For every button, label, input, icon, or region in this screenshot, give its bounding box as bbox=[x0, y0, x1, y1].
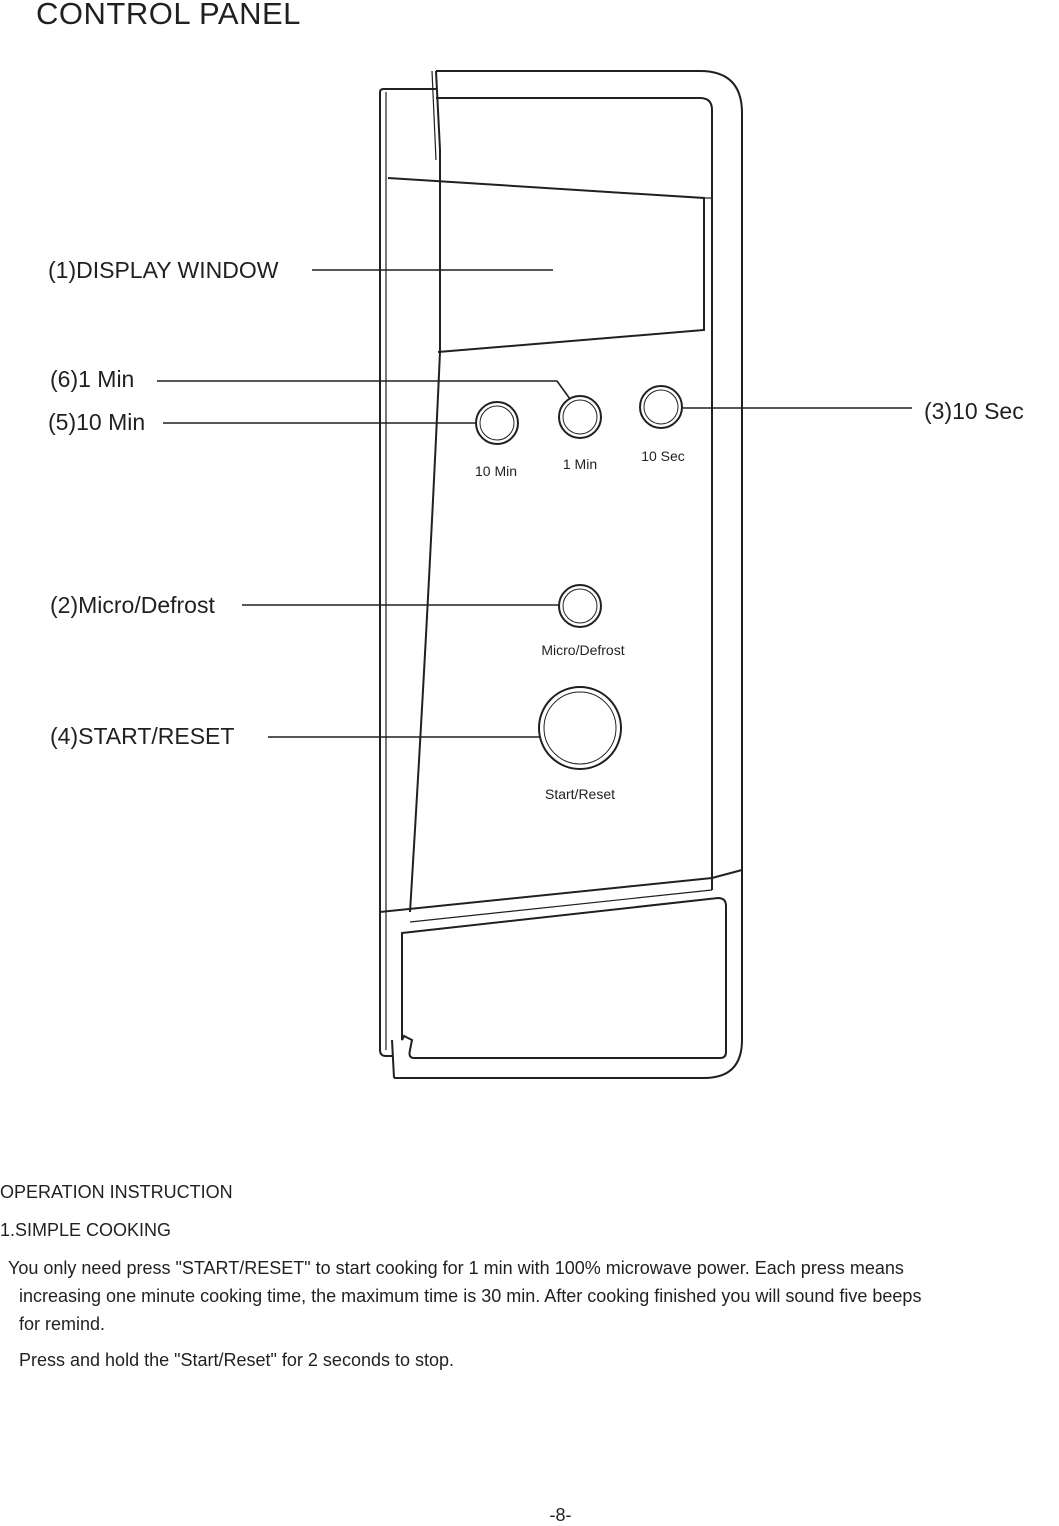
button-start-reset[interactable] bbox=[539, 687, 621, 769]
instructions-section-title: 1.SIMPLE COOKING bbox=[0, 1220, 172, 1240]
button-label-10-min: 10 Min bbox=[474, 463, 518, 479]
leader-lines bbox=[157, 270, 912, 737]
button-label-start-reset: Start/Reset bbox=[544, 786, 616, 802]
callout-micro-defrost: (2)Micro/Defrost bbox=[50, 592, 215, 618]
button-label-1-min: 1 Min bbox=[562, 456, 598, 472]
page-number: -8- bbox=[549, 1505, 572, 1525]
button-label-10-sec: 10 Sec bbox=[641, 448, 685, 464]
button-1-min[interactable] bbox=[559, 396, 601, 438]
callout-1-min: (6)1 Min bbox=[50, 366, 135, 392]
button-label-micro-defrost: Micro/Defrost bbox=[541, 642, 625, 658]
instructions-line: Press and hold the "Start/Reset" for 2 seconds to stop. bbox=[19, 1350, 455, 1370]
instructions-line: for remind. bbox=[19, 1314, 106, 1334]
page-title: CONTROL PANEL bbox=[36, 0, 301, 31]
callout-display-window: (1)DISPLAY WINDOW bbox=[48, 257, 279, 283]
callout-start-reset: (4)START/RESET bbox=[50, 723, 235, 749]
callout-10-sec: (3)10 Sec bbox=[924, 398, 1024, 424]
panel-outline bbox=[380, 71, 742, 1078]
operation-instructions bbox=[0, 1178, 1059, 1374]
callout-10-min: (5)10 Min bbox=[48, 409, 146, 435]
instructions-line: You only need press "START/RESET" to start cooking for 1 min with 100% microwave power. Each press means bbox=[8, 1258, 904, 1278]
instructions-line: increasing one minute cooking time, the maximum time is 30 min. After cooking finished you will sound five beeps bbox=[19, 1286, 922, 1306]
instructions-heading: OPERATION INSTRUCTION bbox=[0, 1182, 233, 1202]
button-10-min[interactable] bbox=[476, 402, 518, 444]
button-10-sec[interactable] bbox=[640, 386, 682, 428]
button-micro-defrost[interactable] bbox=[559, 585, 601, 627]
